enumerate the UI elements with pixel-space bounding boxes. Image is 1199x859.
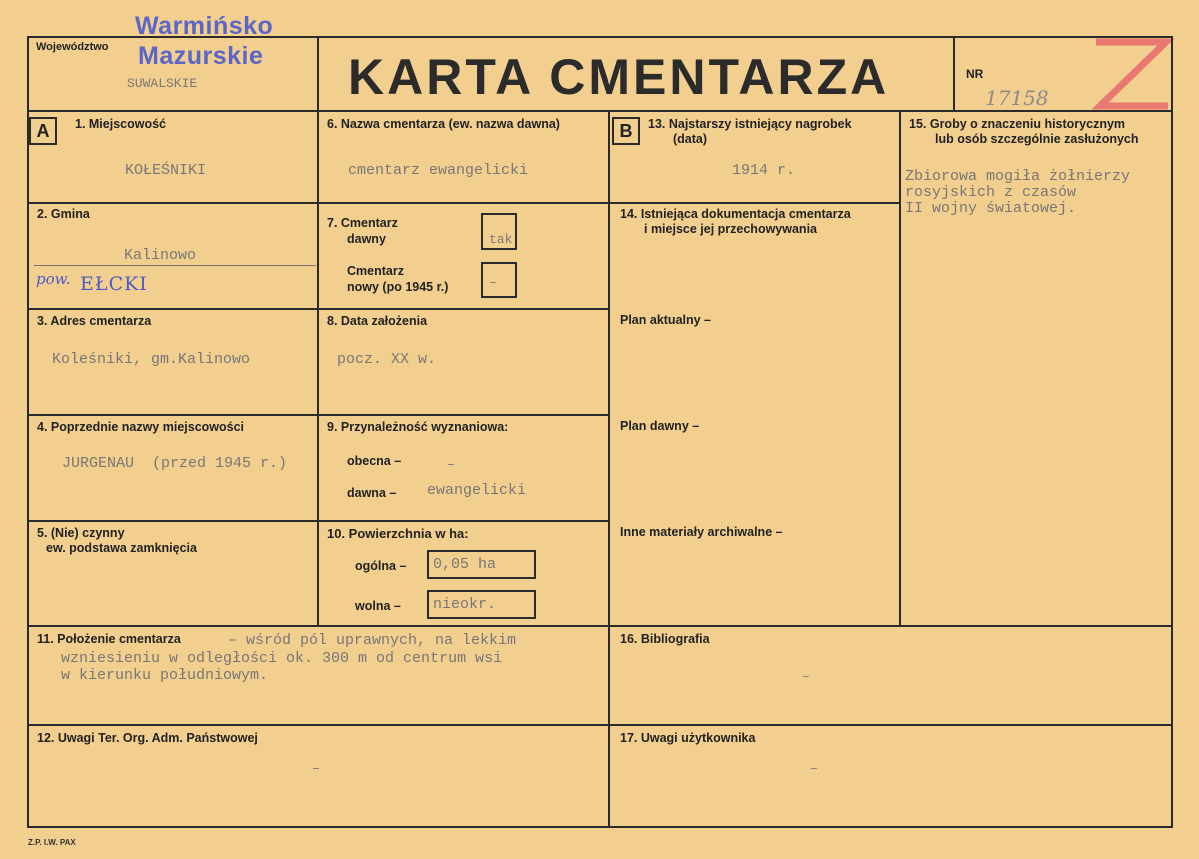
nr-handwritten-value: 17158 [985,86,1049,110]
field-3-label: 3. Adres cmentarza [37,314,152,328]
field-4-label: 4. Poprzednie nazwy miejscowości [37,420,245,434]
nr-label: NR [966,67,984,81]
field-11-label: 11. Położenie cmentarza [37,632,181,646]
field-14-label-line2: i miejsce jej przechowywania [644,222,817,236]
field-15-line2: rosyjskich z czasów [905,184,1077,201]
field-7-label: 7. Cmentarz [327,216,398,230]
field-9-label: 9. Przynależność wyznaniowa: [327,420,509,434]
field-10-ogolna-label: ogólna – [355,559,407,573]
section-a-letter: A [29,117,57,145]
field-17-label: 17. Uwagi użytkownika [620,731,756,745]
field-9-dawna-value: ewangelicki [427,482,527,499]
field-9-dawna-label: dawna – [347,486,397,500]
field-11-line1: – wśród pól uprawnych, na lekkim [228,632,517,649]
field-8-label: 8. Data założenia [327,314,428,328]
field-5-label-line1: 5. (Nie) czynny [37,526,125,540]
field-6-value: cmentarz ewangelicki [348,162,529,179]
field-14-label-line1: 14. Istniejąca dokumentacja cmentarza [620,207,851,221]
field-9-obecna-label: obecna – [347,454,402,468]
field-7-new-label2: nowy (po 1945 r.) [347,280,449,294]
field-13-label-line1: 13. Najstarszy istniejący nagrobek [648,117,852,131]
plan-aktualny-label: Plan aktualny – [620,313,712,327]
field-4-value: JURGENAU (przed 1945 r.) [62,455,288,472]
plan-dawny-label: Plan dawny – [620,419,700,433]
voivodeship-value: SUWALSKIE [127,76,198,91]
nowy-checkbox [481,262,517,298]
field-12-value: – [312,761,320,776]
field-2-hand-prefix: pow. [36,270,71,288]
field-2-value: Kalinowo [124,247,197,264]
field-15-label-line1: 15. Groby o znaczeniu historycznym [909,117,1126,131]
field-5-label-line2: ew. podstawa zamknięcia [46,541,197,555]
inne-materialy-label: Inne materiały archiwalne – [620,525,783,539]
page-title: KARTA CMENTARZA [348,49,890,105]
field-1-value: KOŁEŚNIKI [125,162,207,179]
dawny-value: tak [489,232,513,247]
section-b-letter: B [612,117,640,145]
field-13-label-line2: (data) [673,132,708,146]
voivodeship-label: Województwo [36,41,109,53]
field-3-value: Koleśniki, gm.Kalinowo [52,351,251,368]
field-10-wolna-value: nieokr. [433,596,497,613]
field-6-label: 6. Nazwa cmentarza (ew. nazwa dawna) [327,117,560,131]
field-12-label: 12. Uwagi Ter. Org. Adm. Państwowej [37,731,258,745]
field-11-line3: w kierunku południowym. [61,667,269,684]
field-2-hand-value: EŁCKI [80,273,148,295]
printer-mark: Z.P. I.W. PAX [28,838,76,847]
stamp-warminsko: Warmińsko [135,12,274,40]
field-15-line3: II wojny światowej. [905,200,1077,217]
field-1-label: 1. Miejscowość [75,117,167,131]
field-16-value: – [802,669,810,684]
field-15-label-line2: lub osób szczególnie zasłużonych [935,132,1139,146]
field-2-label: 2. Gmina [37,207,90,221]
nowy-value: – [489,275,497,290]
stamp-mazurskie: Mazurskie [138,42,264,70]
field-10-wolna-label: wolna – [355,599,401,613]
field-10-ogolna-value: 0,05 ha [433,556,497,573]
field-9-obecna-value: – [447,457,455,472]
field-11-line2: wzniesieniu w odległości ok. 300 m od centrum wsi [61,650,503,667]
field-10-label: 10. Powierzchnia w ha: [327,526,469,541]
field-17-value: – [810,761,818,776]
field-16-label: 16. Bibliografia [620,632,710,646]
field-15-line1: Zbiorowa mogiła żołnierzy [905,168,1131,185]
field-13-value: 1914 r. [732,162,796,179]
field-7-new-label1: Cmentarz [347,264,404,278]
field-8-value: pocz. XX w. [337,351,437,368]
field-7-label-dawny: dawny [347,232,386,246]
